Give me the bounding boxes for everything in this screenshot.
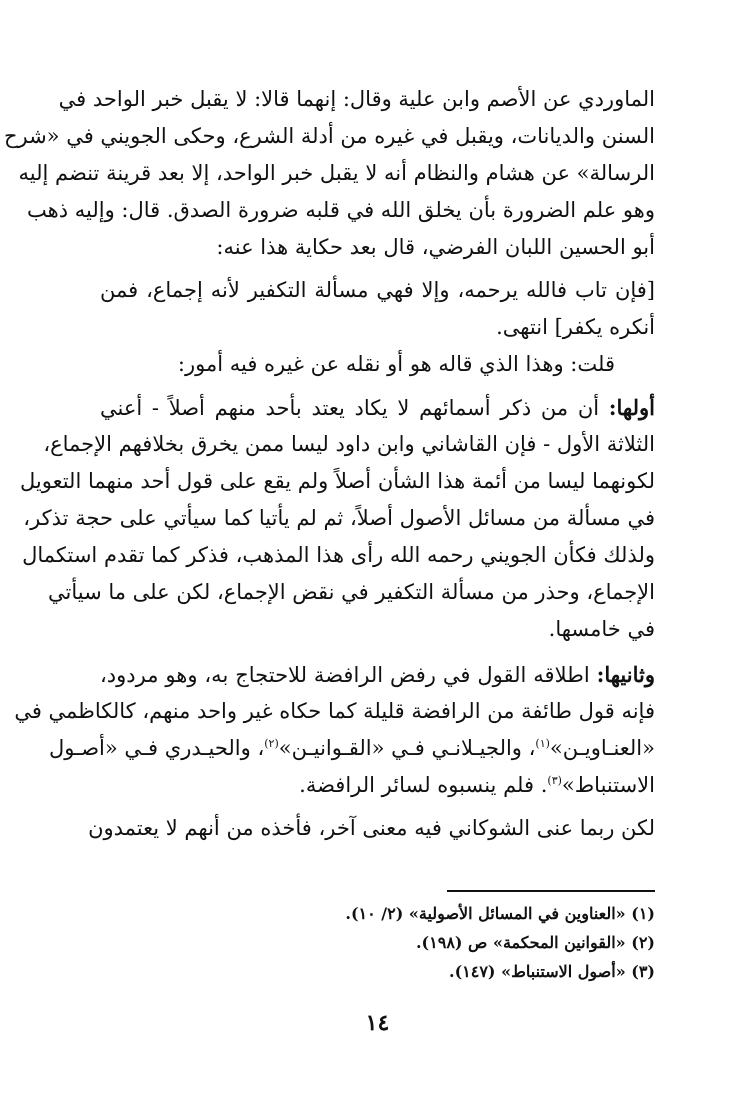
body-line: أبو الحسين اللبان الفرضي، قال بعد حكاية هذا عنه:	[216, 235, 655, 259]
page-body	[3, 86, 655, 852]
point-heading: وثانيها:	[596, 662, 655, 687]
footnote: (١) «العناوين في المسائل الأصولية» (٢/ ١٠).	[345, 904, 655, 923]
body-line	[100, 661, 655, 688]
footnote-divider	[447, 890, 655, 892]
point-heading: أولها:	[608, 395, 655, 420]
body-line: الماوردي عن الأصم وابن علية وقال: إنهما قالا: لا يقبل خبر الواحد في	[58, 87, 655, 111]
body-line: الرسالة» عن هشام والنظام أنه لا يقبل خبر الواحد، إلا بعد قرينة تنضم إليه	[18, 161, 655, 185]
footnotes	[235, 903, 655, 990]
body-text: أن من ذكر أسمائهم لا يكاد يعتد بأحد منهم أصلاً - أعني	[100, 396, 609, 420]
footnote-ref[interactable]: (١)	[535, 737, 550, 750]
page-number: ١٤	[365, 1010, 390, 1036]
body-line: ولذلك فكأن الجويني رحمه الله رأى هذا المذهب، فذكر كما تقدم استكمال	[22, 543, 655, 567]
body-line: فإنه قول طائفة من الرافضة قليلة كما حكاه غير واحد منهم، كالكاظمي في	[14, 699, 655, 723]
body-line: السنن والديانات، ويقبل في غيره من أدلة الشرع، وحكى الجويني في «شرح	[3, 124, 655, 148]
footnote: (٣) «أصول الاستنباط» (١٤٧).	[449, 962, 655, 981]
body-line: الإجماع، وحذر من مسألة التكفير في نقض الإجماع، لكن على ما سيأتي	[47, 580, 655, 604]
quote-line: [فإن تاب فالله يرحمه، وإلا فهي مسألة التكفير لأنه إجماع، فمن	[100, 278, 655, 302]
footnote-ref[interactable]: (٢)	[264, 737, 279, 750]
body-line: الاستنباط»$^{(٣)}$. فلم ينسبوه لسائر الرافضة.	[299, 773, 655, 797]
body-line: في مسألة من مسائل الأصول أصلاً، ثم لم يأتيا كما سيأتي على حجة تذكر،	[23, 506, 655, 530]
body-line: قلت: وهذا الذي قاله هو أو نقله عن غيره فيه أمور:	[177, 352, 615, 376]
footnote-ref[interactable]: (٣)	[547, 774, 562, 787]
body-line: «العنـاويـن»$^{(١)}$، والجيـلانـي فـي «القـوانيـن»$^{(٢)}$، والحيـدري فـي «أصـول	[48, 736, 655, 760]
body-line	[100, 394, 655, 421]
footnote: (٢) «القوانين المحكمة» ص (١٩٨).	[415, 933, 655, 952]
body-line: لكن ربما عنى الشوكاني فيه معنى آخر، فأخذه من أنهم لا يعتمدون	[88, 816, 655, 840]
body-line: لكونهما ليسا من أئمة هذا الشأن أصلاً ولم يقع على قول أحد منهما التعويل	[19, 469, 655, 493]
body-text: اطلاقه القول في رفض الرافضة للاحتجاج به، وهو مردود،	[100, 663, 597, 687]
body-line: وهو علم الضرورة بأن يخلق الله في قلبه ضرورة الصدق. قال: وإليه ذهب	[27, 198, 655, 222]
body-line: الثلاثة الأول - فإن القاشاني وابن داود ليسا ممن يخرق بخلافهم الإجماع،	[43, 432, 655, 456]
body-line: في خامسها.	[548, 617, 655, 641]
quote-line: أنكره يكفر] انتهى.	[496, 315, 655, 339]
